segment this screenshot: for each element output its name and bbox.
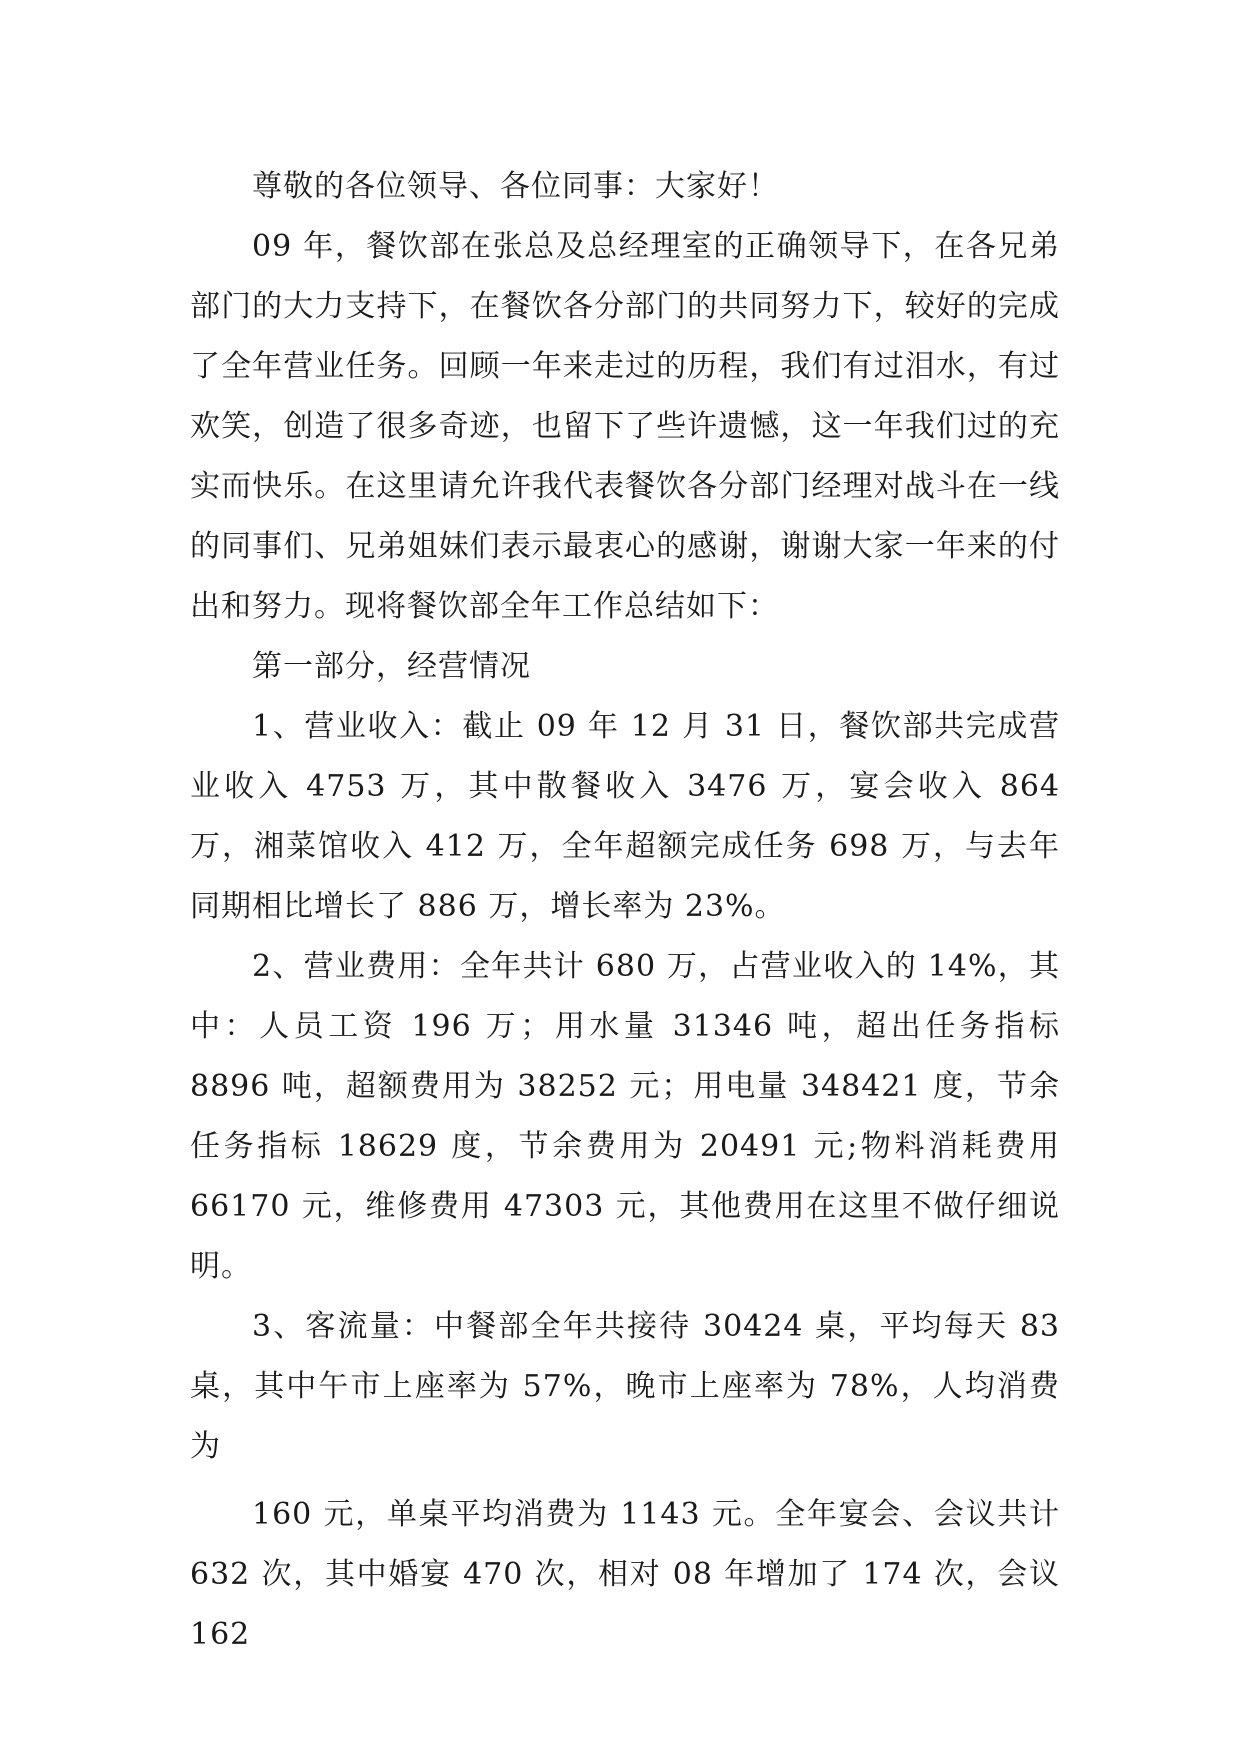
item-expenses: 2、营业费用：全年共计 680 万，占营业收入的 14%，其中：人员工资 196 万；用水量 31346 吨，超出任务指标 8896 吨，超额费用为 38252 元；用电量 348421 度，节余任务指标 18629 度，节余费用为 20491 元;物料消耗费用 66170 元，维修费用 47303 元，其他费用在这里不做仔细说明。 xyxy=(190,949,1060,1284)
item-revenue: 1、营业收入：截止 09 年 12 月 31 日，餐饮部共完成营业收入 4753 万，其中散餐收入 3476 万，宴会收入 864 万，湘菜馆收入 412 万，全年超额完成任务 698 万，与去年同期相比增长了 886 万，增长率为 23%。 xyxy=(190,709,1060,924)
document-body xyxy=(190,157,1060,1665)
item-customer-flow-continued: 160 元，单桌平均消费为 1143 元。全年宴会、会议共计 632 次，其中婚宴 470 次，相对 08 年增加了 174 次，会议 162 xyxy=(190,1497,1060,1652)
intro-paragraph: 09 年，餐饮部在张总及总经理室的正确领导下，在各兄弟部门的大力支持下，在餐饮各分部门的共同努力下，较好的完成了全年营业任务。回顾一年来走过的历程，我们有过泪水，有过欢笑，创造了很多奇迹，也留下了些许遗憾，这一年我们过的充实而快乐。在这里请允许我代表餐饮各分部门经理对战斗在一线的同事们、兄弟姐妹们表示最衷心的感谢，谢谢大家一年来的付出和努力。现将餐饮部全年工作总结如下： xyxy=(190,229,1060,624)
item-customer-flow: 3、客流量：中餐部全年共接待 30424 桌，平均每天 83 桌，其中午市上座率为 57%，晚市上座率为 78%，人均消费为 xyxy=(190,1309,1060,1464)
greeting: 尊敬的各位领导、各位同事：大家好！ xyxy=(252,169,779,204)
section-title: 第一部分，经营情况 xyxy=(252,649,531,684)
